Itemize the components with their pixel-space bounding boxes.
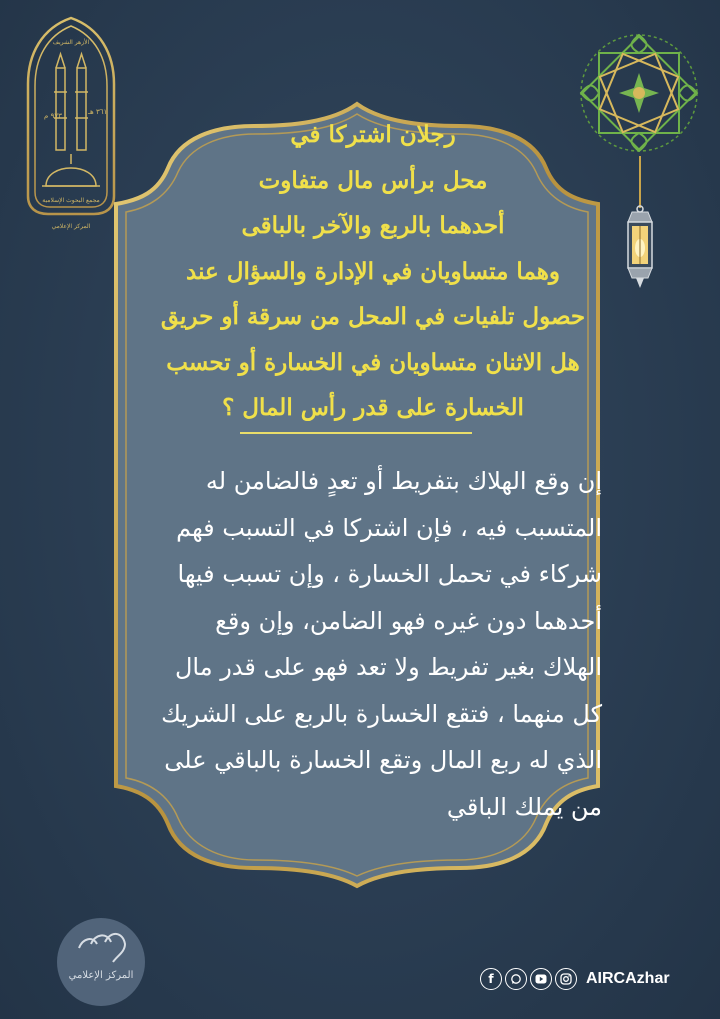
answer-line: المتسبب فيه ، فإن اشتركا في التسبب فهم (176, 513, 602, 542)
facebook-icon[interactable]: f (480, 968, 502, 990)
answer-line: كل منهما ، فتقع الخسارة بالربع على الشريك (161, 699, 602, 728)
logo-caption: المركز الإعلامي (51, 223, 91, 230)
logo-year-right: ٣٦١ هـ (88, 108, 108, 116)
whatsapp-icon[interactable] (505, 968, 527, 990)
lantern-chain (639, 156, 641, 208)
social-handle[interactable]: AIRCAzhar (586, 970, 670, 987)
answer-line: إن وقع الهلاك بتفريط أو تعدٍ فالضامن له (205, 467, 602, 495)
question-text (138, 112, 608, 431)
section-divider (240, 432, 472, 434)
answer-line: شركاء في تحمل الخسارة ، وإن تسبب فيها (177, 560, 602, 588)
question-line: الخسارة على قدر رأس المال ؟ (222, 394, 524, 421)
lantern-icon (622, 204, 658, 290)
answer-line: أحدهما دون غيره فهو الضامن، وإن وقع (215, 606, 602, 635)
answer-line: من يملك الباقي (446, 792, 602, 821)
question-line: رجلان اشتركا في (290, 121, 456, 148)
question-line: محل برأس مال متفاوت (258, 166, 488, 194)
answer-text (120, 458, 616, 830)
question-line: وهما متساويان في الإدارة والسؤال عند (186, 257, 560, 285)
question-line: أحدهما بالربع والآخر بالباقى (241, 212, 505, 239)
social-bar (480, 966, 670, 992)
logo-top-text: الأزهر الشريف (52, 39, 90, 46)
youtube-icon[interactable] (530, 968, 552, 990)
answer-line: الهلاك بغير تفريط ولا تعد فهو على قدر مال (174, 653, 602, 681)
instagram-icon[interactable] (555, 968, 577, 990)
question-line: حصول تلفيات في المحل من سرقة أو حريق (160, 303, 586, 330)
logo-year-left: ٩٧٣ م (44, 112, 62, 120)
answer-line: الذي له ربع المال وتقع الخسارة بالباقي على (164, 746, 602, 774)
media-center-caption: المركز الإعلامي (68, 970, 134, 981)
media-center-logo (57, 918, 145, 1006)
logo-bottom-text: مجمع البحوث الإسلامية (42, 197, 100, 204)
question-line: هل الاثنان متساويان في الخسارة أو تحسب (166, 348, 580, 376)
